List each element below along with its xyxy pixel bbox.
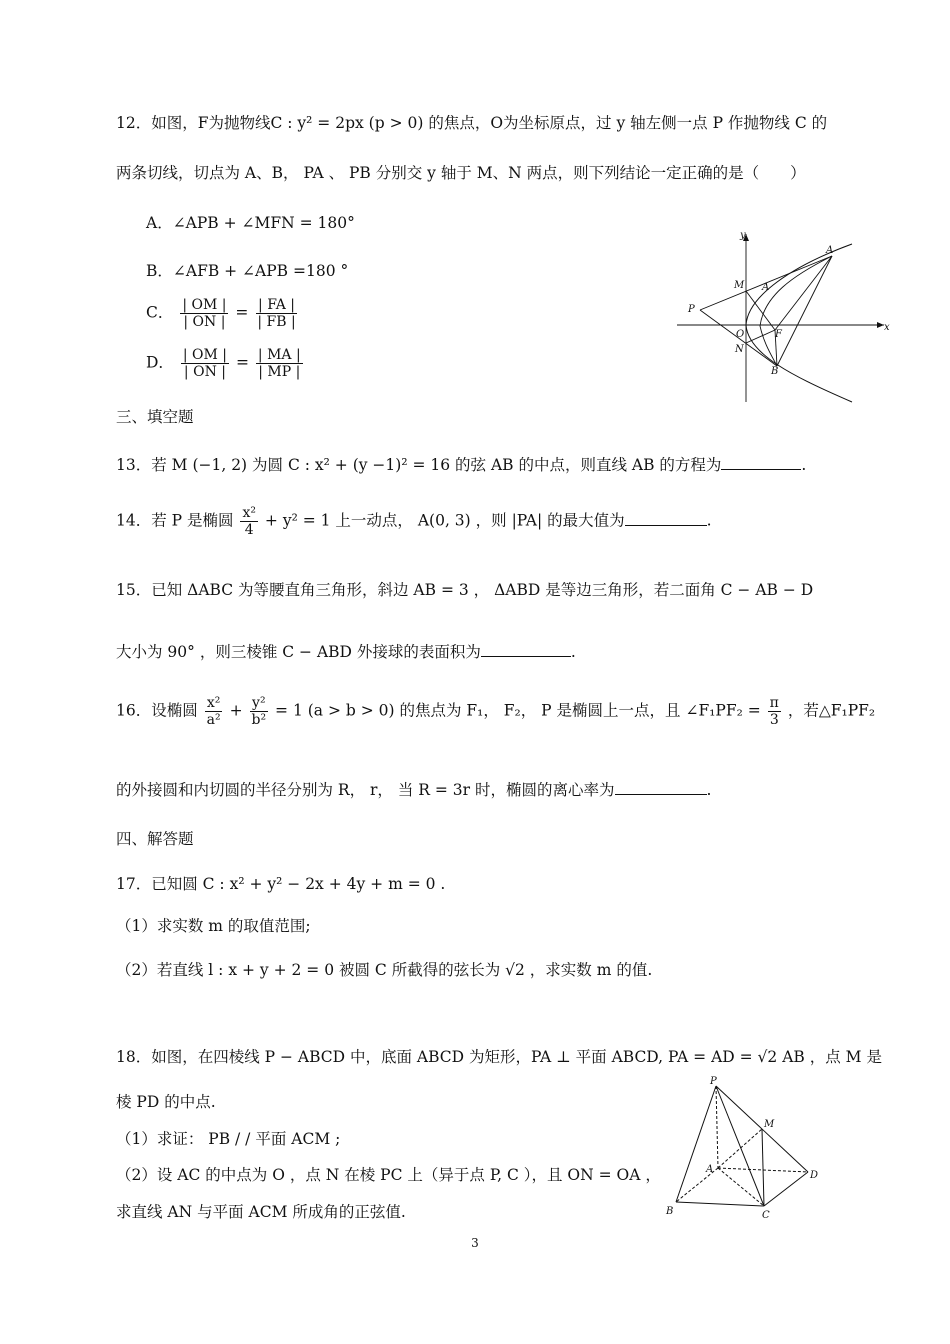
- q14-end: .: [706, 511, 712, 530]
- label-a: A: [706, 1164, 714, 1175]
- q15-end: .: [570, 643, 576, 661]
- label-f: F: [775, 329, 782, 340]
- label-p: P: [710, 1076, 717, 1087]
- frac-numerator: x²: [206, 695, 221, 711]
- answer-blank[interactable]: [721, 455, 801, 470]
- q18-line2: 棱 PD 的中点.: [116, 1093, 216, 1111]
- q16-post: ，若△F₁PF₂: [787, 701, 876, 720]
- segment-cm: [762, 1129, 764, 1206]
- q12-option-d-label: D．: [146, 353, 174, 372]
- q16-line2: [116, 778, 711, 800]
- edge-pc: [716, 1086, 764, 1206]
- q18-line4: （2）设 AC 的中点为 O ，点 N 在棱 PC 上（异于点 P, C ），且 ON = OA ，: [116, 1166, 661, 1184]
- q17-line3: （2）若直线 l : x + y + 2 = 0 被圆 C 所截得的弦长为 √2 ，求实数 m 的值.: [116, 961, 653, 979]
- q16-line1: [116, 695, 875, 728]
- section-solve-heading: 四、解答题: [116, 830, 194, 848]
- q14: [116, 505, 712, 538]
- label-o: O: [736, 329, 745, 340]
- q17-line1: 17．已知圆 C : x² + y² − 2x + 4y + m = 0 .: [116, 875, 446, 893]
- segment-am: [718, 1129, 762, 1168]
- q12-line1: 12．如图，F为抛物线C : y² = 2px (p > 0) 的焦点，O为坐标原点，过 y 轴左侧一点 P 作抛物线 C 的: [116, 114, 828, 132]
- label-a-outer: A: [826, 245, 834, 256]
- q12-option-d: [146, 347, 305, 380]
- segment-af: [775, 256, 832, 330]
- frac-numerator: | FA |: [258, 297, 295, 313]
- equals-sign: =: [235, 303, 249, 322]
- label-d: D: [810, 1170, 819, 1181]
- q16-line2-text: 的外接圆和内切圆的半径分别为 R， r， 当 R = 3r 时，椭圆的离心率为: [116, 781, 615, 799]
- frac-denominator: | ON |: [183, 364, 226, 381]
- q15-line2: [116, 640, 576, 662]
- q14-post: + y² = 1 上一动点， A(0, 3) ，则 |PA| 的最大值为: [264, 511, 625, 530]
- edge-bc: [676, 1202, 764, 1206]
- x-axis-arrow-icon: [877, 322, 884, 328]
- q12-option-c-frac1: [180, 297, 228, 330]
- label-b: B: [666, 1206, 674, 1217]
- q12-option-c-label: C．: [146, 303, 174, 322]
- q16-mid: = 1 (a > b > 0) 的焦点为 F₁， F₂， P 是椭圆上一点，且 ∠F₁PF₂ =: [275, 701, 761, 720]
- q13: [116, 453, 806, 475]
- q15-line1: 15．已知 ΔABC 为等腰直角三角形，斜边 AB = 3 ， ΔABD 是等边三角形，若二面角 C − AB − D: [116, 581, 814, 599]
- q17-line2: （1）求实数 m 的取值范围;: [116, 917, 311, 935]
- segment-ab: [777, 256, 832, 366]
- q12-option-d-frac2: [256, 347, 303, 380]
- q12-line2: 两条切线，切点为 A、B， PA 、 PB 分别交 y 轴于 M、N 两点，则下列结论一定正确的是（ ）: [116, 164, 806, 182]
- frac-denominator: a²: [206, 712, 221, 729]
- q14-fraction: [240, 505, 258, 538]
- q12-option-b: B．∠AFB + ∠APB =180 °: [146, 262, 349, 280]
- edge-pb: [676, 1086, 716, 1202]
- q14-pre: 14．若 P 是椭圆: [116, 511, 234, 530]
- q13-end: .: [801, 456, 807, 474]
- edge-cd: [764, 1172, 808, 1206]
- frac-numerator: | OM |: [182, 347, 228, 363]
- plus-sign: +: [229, 701, 243, 720]
- edge-pa: [716, 1086, 718, 1168]
- label-a-inner: A: [762, 282, 770, 293]
- parabola-figure: [672, 226, 892, 406]
- q12-option-c-frac2: [255, 297, 297, 330]
- q12-option-a: A．∠APB + ∠MFN = 180°: [146, 214, 355, 232]
- frac-denominator: | ON |: [183, 314, 226, 331]
- pyramid-figure: [660, 1074, 830, 1222]
- q16-pre: 16．设椭圆: [116, 701, 198, 720]
- diagonal-ac: [718, 1168, 764, 1206]
- label-p: P: [688, 304, 695, 315]
- q16-frac-y: [250, 695, 269, 728]
- label-b: B: [771, 366, 779, 377]
- equals-sign: =: [235, 353, 249, 372]
- answer-blank[interactable]: [625, 511, 707, 526]
- q13-text: 13．若 M (−1, 2) 为圆 C : x² + (y −1)² = 16 的弦 AB 的中点，则直线 AB 的方程为: [116, 456, 722, 474]
- label-n: N: [735, 344, 744, 355]
- frac-numerator: π: [769, 695, 779, 711]
- page-number: 3: [471, 1236, 479, 1250]
- frac-numerator: x²: [242, 505, 256, 521]
- label-m: M: [734, 280, 745, 291]
- frac-denominator: | MP |: [258, 364, 301, 381]
- frac-denominator: | FB |: [257, 314, 296, 331]
- q12-option-d-frac1: [181, 347, 229, 380]
- q16-frac-x: [205, 695, 223, 728]
- label-m: M: [764, 1119, 775, 1130]
- frac-denominator: 3: [769, 712, 779, 729]
- section-fill-in-heading: 三、填空题: [116, 408, 194, 426]
- q18-line5: 求直线 AN 与平面 ACM 所成角的正弦值.: [116, 1203, 406, 1221]
- label-y: y: [740, 230, 746, 241]
- frac-numerator: | OM |: [182, 297, 227, 313]
- segment-nf: [746, 330, 775, 343]
- label-c: C: [762, 1210, 770, 1221]
- frac-denominator: 4: [244, 522, 254, 539]
- label-x: x: [884, 322, 890, 333]
- frac-numerator: y²: [252, 695, 266, 711]
- inner-curve: [760, 256, 832, 366]
- q18-line3: （1）求证： PB / / 平面 ACM ;: [116, 1130, 341, 1148]
- answer-blank[interactable]: [481, 642, 571, 657]
- frac-numerator: | MA |: [257, 347, 301, 363]
- answer-blank[interactable]: [615, 780, 707, 795]
- q16-end: .: [706, 781, 712, 799]
- q16-frac-pi: [768, 695, 781, 728]
- q18-line1: 18．如图，在四棱线 P − ABCD 中，底面 ABCD 为矩形，PA ⊥ 平面 ABCD, PA = AD = √2 AB ，点 M 是: [116, 1048, 882, 1066]
- q15-line2-text: 大小为 90° ，则三棱锥 C − ABD 外接球的表面积为: [116, 643, 481, 661]
- frac-denominator: b²: [251, 712, 267, 729]
- q12-option-c: [146, 297, 300, 330]
